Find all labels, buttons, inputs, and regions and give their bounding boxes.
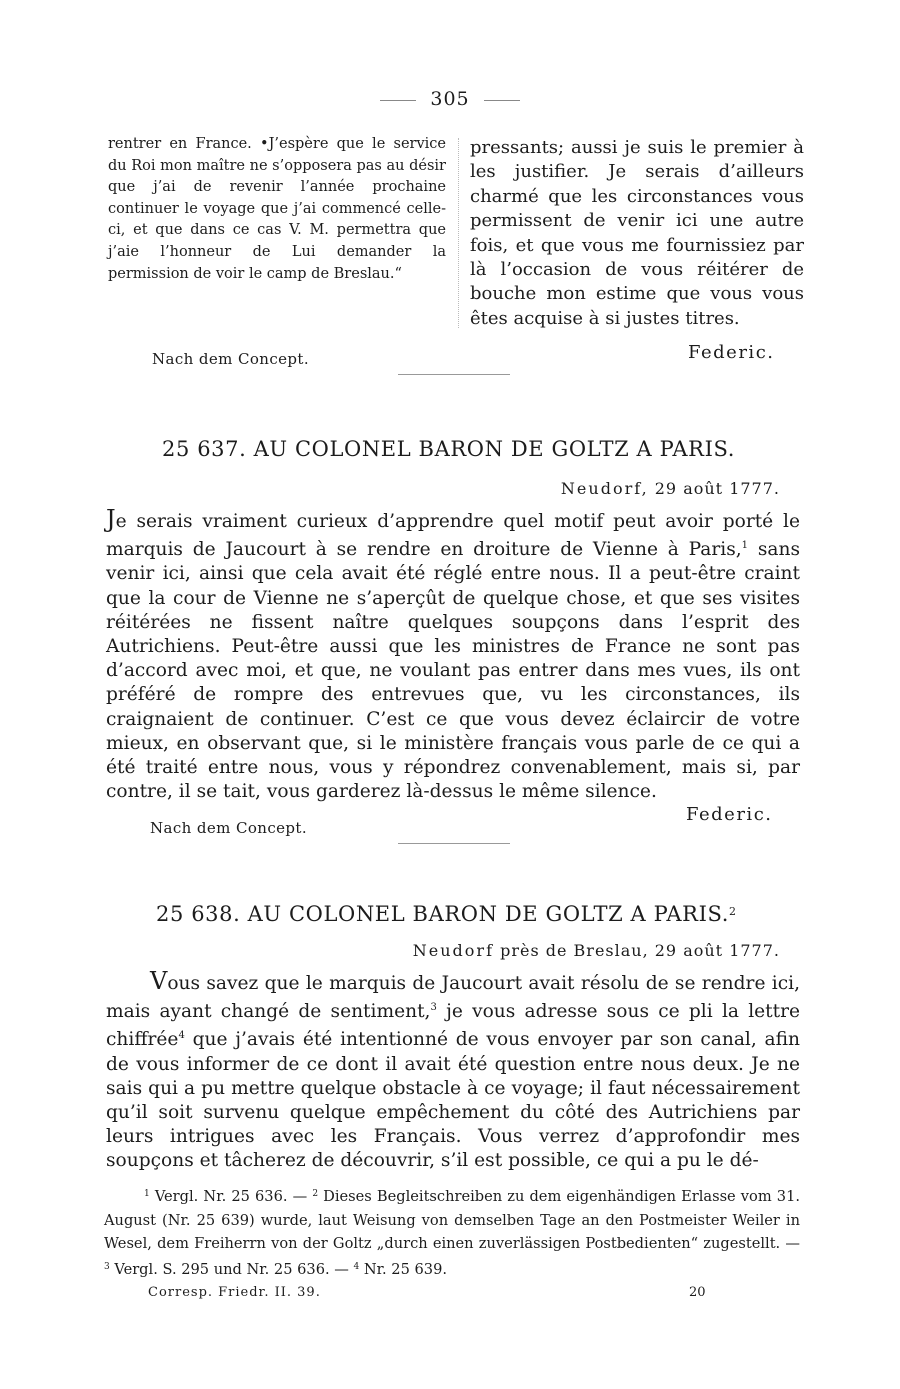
footnote-reference: 3: [430, 1002, 437, 1014]
footnote-reference: 1: [741, 540, 749, 552]
signature: Federic.: [686, 804, 773, 825]
source-note: Nach dem Concept.: [150, 819, 308, 837]
letter-heading: 25 637. AU COLONEL BARON DE GOLTZ A PARIS.: [162, 437, 735, 461]
section-divider: [398, 843, 510, 844]
top-right-column: pressants; aussi je suis le premier à les justifier. Je serais d’ailleurs charmé que les circonstances vous permissent de venir ici une autre fois, et que vous me fournissiez par là l’occasion de vous réitérer de bouche mon estime que vous vous êtes acquise à si justes titres.: [470, 137, 804, 329]
column-separator: [458, 138, 459, 328]
page-number: 305: [0, 88, 900, 110]
footnote-reference: 2: [728, 905, 737, 918]
footer-sheet-number: 20: [689, 1285, 706, 1300]
letter-body: Je serais vraiment curieux d’apprendre quel motif peut avoir porté le marquis de Jaucourt à se rendre en droiture de Vienne à Paris,$^1$ sans venir ici, ainsi que cela avait été réglé entre nous. Il a peut-être craint que la cour de Vienne ne s’aperçût de quelque chose, et que ses visites réitérées ne fissent naître quelques soupçons dans l’esprit des Autrichiens. Peut-être aussi que les ministres de France ne sont pas d’accord avec moi, et que, ne voulant pas entrer dans mes vues, ils ont préféré de rompre des entrevues que, vu les circonstances, ils craignaient de continuer. C’est ce que vous devez éclaircir de votre mieux, en observant que, si le ministère français vous parle de ce qui a été traité entre nous, vous y répondrez convenablement, mais si, par contre, il se tait, vous garderez là-dessus le même silence.: [106, 505, 800, 803]
letter-body: Vous savez que le marquis de Jaucourt avait résolu de se rendre ici, mais ayant changé de sentiment,$^3$ je vous adresse sous ce pli la lettre chiffrée$^4$ que j’avais été intentionné de vous envoyer par son canal, afin de vous informer de ce dont il avait été question entre nous deux. Je ne sais qui a pu mettre quelque obstacle à ce voyage; il faut nécessairement qu’il soit survenu quelque empêchement du côté des Autrichiens par leurs intrigues avec les Français. Vous verrez d’approfondir mes soupçons et tâcherez de découvrir, s’il est possible, ce qui a pu le dé-: [106, 967, 800, 1172]
top-source-note: Nach dem Concept.: [152, 350, 310, 368]
footnote-reference: 4: [178, 1030, 185, 1042]
footnotes: $^1$ Vergl. Nr. 25 636. — $^2$ Dieses Begleitschreiben zu dem eigenhändigen Erlasse vom 31. August (Nr. 25 639) wurde, laut Weisung von demselben Tage an den Postmeister Weiler in Wesel, dem Freiherrn von der Goltz „durch einen zuverlässigen Postbedienten“ zugestellt. — $^3$ Vergl. S. 295 und Nr. 25 636. — $^4$ Nr. 25 639.: [104, 1188, 800, 1278]
letter-dateline: Neudorf, 29 août 1777.: [560, 479, 780, 498]
top-left-column: rentrer en France. •J’espère que le service du Roi mon maître ne s’opposera pas au désir que j’ai de revenir l’année prochaine continuer le voyage que j’ai commencé celle-ci, et que dans ce cas V. M. permettra que j’aie l’honneur de Lui demander la permission de voir le camp de Breslau.“: [108, 136, 446, 282]
page-number-dash-left: [380, 100, 416, 101]
letter-dateline: Neudorf près de Breslau, 29 août 1777.: [412, 941, 780, 960]
page-number-dash-right: [484, 100, 520, 101]
letter-heading: 25 638. AU COLONEL BARON DE GOLTZ A PARIS.$^2$: [156, 902, 737, 926]
top-signature: Federic.: [688, 342, 775, 363]
footer-signature-mark: Corresp. Friedr. II. 39.: [148, 1285, 321, 1300]
section-divider: [398, 374, 510, 375]
